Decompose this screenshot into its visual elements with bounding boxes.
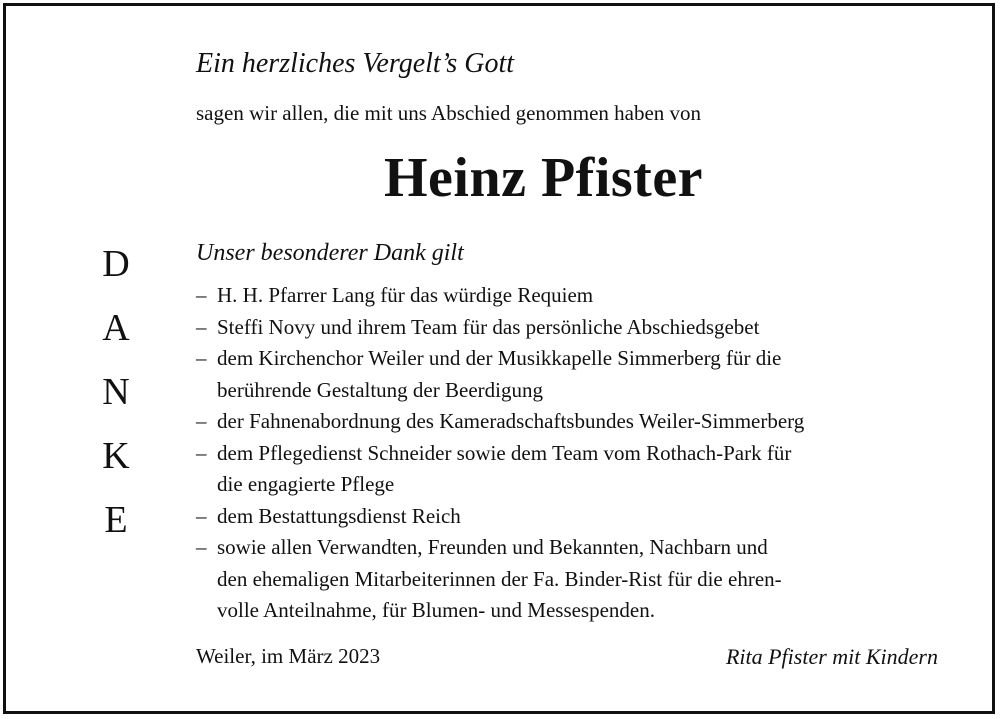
signature: Rita Pfister mit Kindern [725,644,938,669]
danke-letter-d: D [102,243,130,285]
danke-vertical-word [88,232,144,552]
place-and-date: Weiler, im März 2023 [196,644,381,668]
dash-marker: – [196,314,207,339]
dash-marker: – [196,283,207,307]
danke-letter-n: N [102,371,130,413]
thanks-item [196,532,956,627]
notice-heading: Ein herzliches Vergelt’s Gott [196,48,515,79]
thanks-item-line: dem Bestattungsdienst Reich [217,503,461,528]
danke-letter-k: K [102,435,130,477]
thanks-item [196,438,956,501]
dash-marker: – [196,535,207,559]
danke-letter-a: A [102,307,130,349]
dash-marker: – [196,346,207,370]
deceased-name: Heinz Pfister [384,147,704,209]
thanks-item [196,406,956,438]
thanks-item-line: die engagierte Pflege [217,472,395,496]
thanks-item [196,343,956,406]
thanks-item [196,312,956,344]
thanks-item-line: dem Pflegedienst Schneider sowie dem Team vom Rothach-Park für [217,440,792,465]
dash-marker: – [196,409,207,433]
thanks-heading: Unser besonderer Dank gilt [196,240,464,266]
thanks-item [196,280,956,312]
thanks-item-line: Steffi Novy und ihrem Team für das persönliche Abschiedsgebet [217,314,760,339]
notice-subline: sagen wir allen, die mit uns Abschied genommen haben von [196,101,702,125]
thanks-item-line: berührende Gestaltung der Beerdigung [217,377,543,402]
thanks-item-line: dem Kirchenchor Weiler und der Musikkapelle Simmerberg für die [217,346,782,370]
thanks-item-line: sowie allen Verwandten, Freunden und Bekannten, Nachbarn und [217,535,768,559]
dash-marker: – [196,440,207,465]
thanks-item [196,501,956,533]
thanks-list [196,280,956,627]
danke-letter-e: E [104,499,128,541]
thanks-item-line: H. H. Pfarrer Lang für das würdige Requiem [217,283,594,307]
thanks-item-line: volle Anteilnahme, für Blumen- und Messespenden. [217,598,655,622]
thanks-item-line: der Fahnenabordnung des Kameradschaftsbundes Weiler-Simmerberg [217,409,805,433]
dash-marker: – [196,503,207,528]
thanks-item-line: den ehemaligen Mitarbeiterinnen der Fa. Binder-Rist für die ehren- [217,566,782,591]
